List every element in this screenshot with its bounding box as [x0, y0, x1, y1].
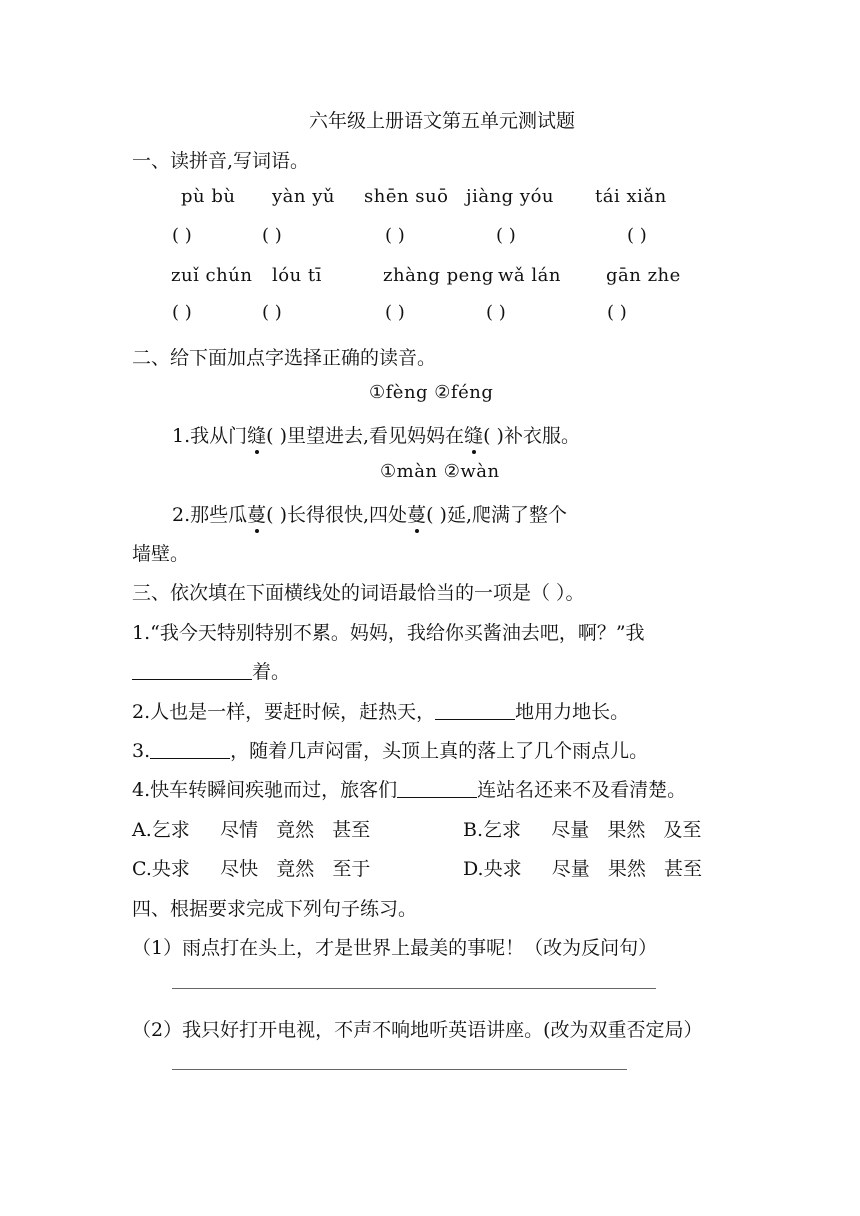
question-2-2-cont: 墙壁。: [132, 543, 190, 565]
fill-blank[interactable]: [435, 701, 515, 720]
question-3-1-cont: 着。: [132, 657, 290, 684]
question-3-4: 4.快车转瞬间疾驰而过，旅客们 连站名还来不及看清楚。: [132, 779, 687, 801]
question-4-2: （2）我只好打开电视，不声不响地听英语讲座。(改为双重否定局）: [132, 1019, 703, 1041]
question-3-2: 2.人也是一样，要赶时候，赶热天， 地用力地长。: [132, 701, 630, 723]
question-2-2: 2.那些瓜蔓( )长得很快,四处蔓( )延,爬满了整个: [172, 500, 567, 527]
answer-paren[interactable]: ( ): [627, 225, 647, 246]
fill-blank[interactable]: [397, 779, 477, 798]
answer-paren[interactable]: ( ): [496, 225, 516, 246]
pinyin-5: tái xiǎn: [595, 186, 667, 207]
answer-paren[interactable]: ( ): [385, 225, 405, 246]
pinyin-10: gān zhe: [606, 265, 681, 286]
answer-paren[interactable]: ( ): [486, 302, 506, 323]
option-d[interactable]: D.央求 尽量 果然 甚至: [463, 858, 703, 880]
answer-paren[interactable]: ( ): [262, 225, 282, 246]
section3-heading: 三、依次填在下面横线处的词语最恰当的一项是（ ）。: [132, 582, 585, 604]
pinyin-4: jiàng yóu: [466, 186, 555, 207]
dotted-char: 蔓: [247, 500, 266, 527]
question-3-1: 1.“我今天特别特别不累。妈妈，我给你买酱油去吧，啊？”我: [132, 622, 645, 644]
option-b[interactable]: B.乞求 尽量 果然 及至: [463, 819, 702, 841]
section1-heading: 一、读拼音,写词语。: [132, 150, 310, 172]
dotted-char: 缝: [464, 421, 483, 448]
answer-paren[interactable]: ( ): [607, 302, 627, 323]
option-c[interactable]: C.央求 尽快 竟然 至于: [132, 858, 371, 880]
pinyin-8: zhàng peng: [383, 265, 494, 286]
answer-paren[interactable]: ( ): [385, 302, 405, 323]
q1-reading-options: ①fèng ②féng: [369, 382, 494, 403]
section4-heading: 四、根据要求完成下列句子练习。: [132, 898, 418, 920]
pinyin-9: wǎ lán: [498, 265, 561, 286]
answer-line[interactable]: [172, 988, 656, 989]
pinyin-7: lóu tī: [272, 265, 322, 286]
answer-paren[interactable]: ( ): [172, 225, 192, 246]
question-4-1: （1）雨点打在头上，才是世界上最美的事呢！（改为反问句）: [132, 937, 658, 959]
q2-reading-options: ①màn ②wàn: [380, 461, 500, 482]
section2-heading: 二、给下面加点字选择正确的读音。: [132, 347, 437, 369]
pinyin-3: shēn suō: [364, 186, 449, 207]
pinyin-1: pù bù: [181, 186, 236, 207]
page-title: 六年级上册语文第五单元测试题: [309, 110, 576, 132]
fill-blank[interactable]: [132, 661, 252, 680]
pinyin-6: zuǐ chún: [171, 265, 253, 286]
answer-paren[interactable]: ( ): [262, 302, 282, 323]
answer-line[interactable]: [172, 1069, 627, 1070]
option-a[interactable]: A.乞求 尽情 竟然 甚至: [132, 819, 371, 841]
fill-blank[interactable]: [150, 740, 230, 759]
question-2-1: 1.我从门缝( )里望进去,看见妈妈在缝( )补衣服。: [172, 421, 580, 448]
question-3-3: 3. ，随着几声闷雷，头顶上真的落上了几个雨点儿。: [132, 740, 649, 762]
dotted-char: 缝: [247, 421, 266, 448]
pinyin-2: yàn yǔ: [272, 186, 335, 207]
dotted-char: 蔓: [407, 500, 426, 527]
answer-paren[interactable]: ( ): [172, 302, 192, 323]
